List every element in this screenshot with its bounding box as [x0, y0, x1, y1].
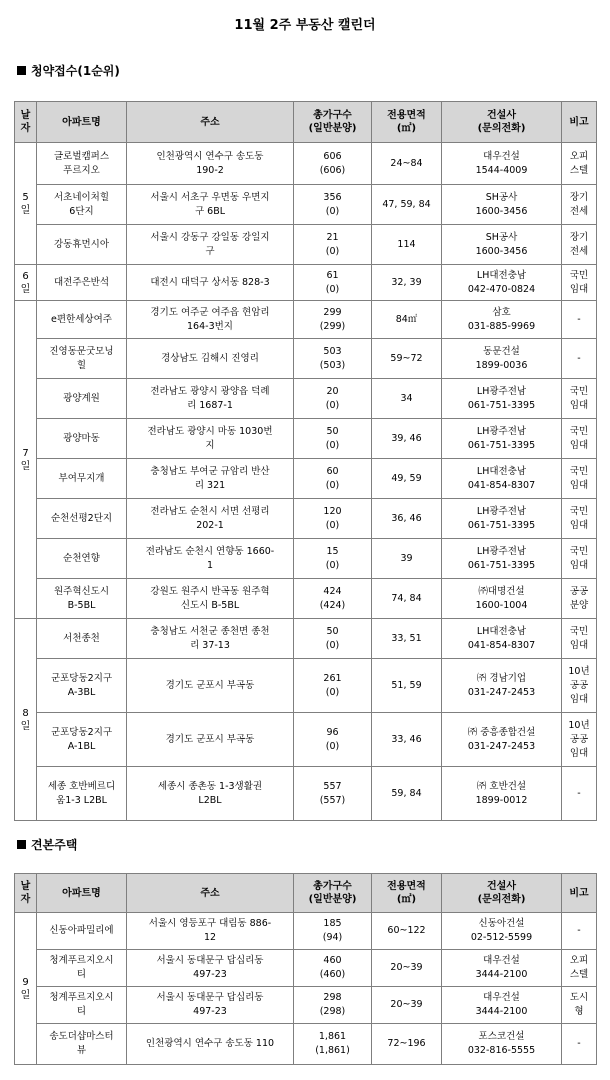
builder-cell: LH대전충남 042-470-0824 — [442, 265, 562, 301]
apartment-name-cell: 송도더샵마스터 뷰 — [37, 1024, 127, 1065]
apartment-name-cell: 서천종천 — [37, 619, 127, 659]
builder-cell: 대우건설 3444-2100 — [442, 987, 562, 1024]
note-cell: 국민 임대 — [562, 539, 597, 579]
header-note: 비고 — [562, 874, 597, 913]
table-row — [15, 659, 597, 713]
note-cell: 국민 임대 — [562, 459, 597, 499]
units-cell: 356 (0) — [294, 185, 372, 225]
units-cell: 96 (0) — [294, 713, 372, 767]
square-bullet-icon — [17, 66, 26, 75]
area-cell: 114 — [372, 225, 442, 265]
apartment-name-cell: 청계푸르지오시 티 — [37, 987, 127, 1024]
address-cell: 서울시 영등포구 대림동 886- 12 — [127, 913, 294, 950]
builder-cell: ㈜대명건설 1600-1004 — [442, 579, 562, 619]
apartment-name-cell: 부여무지개 — [37, 459, 127, 499]
area-cell: 84㎡ — [372, 301, 442, 339]
address-cell: 세종시 종촌동 1-3생활권 L2BL — [127, 767, 294, 821]
builder-cell: LH광주전남 061-751-3395 — [442, 539, 562, 579]
date-cell: 6 일 — [15, 265, 37, 301]
builder-cell: LH대전충남 041-854-8307 — [442, 619, 562, 659]
units-cell: 120 (0) — [294, 499, 372, 539]
address-cell: 충청남도 부여군 규암리 반산 리 321 — [127, 459, 294, 499]
builder-cell: 대우건설 3444-2100 — [442, 950, 562, 987]
apartment-name-cell: 진영동문굿모닝 힐 — [37, 339, 127, 379]
builder-cell: SH공사 1600-3456 — [442, 185, 562, 225]
area-cell: 74, 84 — [372, 579, 442, 619]
header-builder: 건설사 (문의전화) — [442, 874, 562, 913]
address-cell: 경기도 군포시 부곡동 — [127, 659, 294, 713]
note-cell: - — [562, 339, 597, 379]
builder-cell: 삼호 031-885-9969 — [442, 301, 562, 339]
header-address: 주소 — [127, 874, 294, 913]
apartment-name-cell: 세종 호반베르디 움1-3 L2BL — [37, 767, 127, 821]
apartment-name-cell: 원주혁신도시 B-5BL — [37, 579, 127, 619]
note-cell: 장기 전세 — [562, 185, 597, 225]
header-area: 전용면적 (㎡) — [372, 874, 442, 913]
header-note: 비고 — [562, 102, 597, 143]
builder-cell: 동문건설 1899-0036 — [442, 339, 562, 379]
page-title: 11월 2주 부동산 캘린더 — [234, 18, 376, 33]
header-date: 날 자 — [15, 102, 37, 143]
area-cell: 51, 59 — [372, 659, 442, 713]
table-row — [15, 913, 597, 950]
model-house-table — [14, 873, 597, 1065]
table-row — [15, 1024, 597, 1065]
table-row — [15, 185, 597, 225]
date-cell: 7 일 — [15, 301, 37, 619]
table-row — [15, 379, 597, 419]
builder-cell: ㈜ 호반건설 1899-0012 — [442, 767, 562, 821]
builder-cell: LH광주전남 061-751-3395 — [442, 499, 562, 539]
header-area: 전용면적 (㎡) — [372, 102, 442, 143]
address-cell: 충청남도 서천군 종천면 종천 리 37-13 — [127, 619, 294, 659]
area-cell: 36, 46 — [372, 499, 442, 539]
address-cell: 전라남도 광양시 마동 1030번 지 — [127, 419, 294, 459]
note-cell: 10년 공공 임대 — [562, 713, 597, 767]
section-name: 견본주택 — [31, 838, 78, 852]
note-cell: 장기 전세 — [562, 225, 597, 265]
table-row — [15, 225, 597, 265]
header-apartment-name: 아파트명 — [37, 874, 127, 913]
units-cell: 50 (0) — [294, 619, 372, 659]
builder-cell: 대우건설 1544-4009 — [442, 143, 562, 185]
apartment-name-cell: 순천선평2단지 — [37, 499, 127, 539]
units-cell: 299 (299) — [294, 301, 372, 339]
table-row — [15, 339, 597, 379]
address-cell: 인천광역시 연수구 송도동 190-2 — [127, 143, 294, 185]
address-cell: 서울시 서초구 우면동 우면지 구 6BL — [127, 185, 294, 225]
units-cell: 298 (298) — [294, 987, 372, 1024]
area-cell: 60~122 — [372, 913, 442, 950]
apartment-name-cell: 글로벌캠퍼스 푸르지오 — [37, 143, 127, 185]
note-cell: 국민 임대 — [562, 419, 597, 459]
address-cell: 대전시 대덕구 상서동 828-3 — [127, 265, 294, 301]
area-cell: 59~72 — [372, 339, 442, 379]
note-cell: 공공 분양 — [562, 579, 597, 619]
table-row — [15, 301, 597, 339]
table-header-row — [15, 102, 597, 143]
header-units: 총가구수 (일반분양) — [294, 874, 372, 913]
header-address: 주소 — [127, 102, 294, 143]
address-cell: 경기도 군포시 부곡동 — [127, 713, 294, 767]
date-cell: 5 일 — [15, 143, 37, 265]
area-cell: 20~39 — [372, 987, 442, 1024]
area-cell: 34 — [372, 379, 442, 419]
address-cell: 서울시 동대문구 답십리동 497-23 — [127, 950, 294, 987]
address-cell: 전라남도 광양시 광양읍 덕례 리 1687-1 — [127, 379, 294, 419]
table-row — [15, 950, 597, 987]
note-cell: 국민 임대 — [562, 379, 597, 419]
section-name: 청약접수(1순위) — [31, 64, 120, 78]
note-cell: 오피 스텔 — [562, 143, 597, 185]
note-cell: 10년 공공 임대 — [562, 659, 597, 713]
units-cell: 21 (0) — [294, 225, 372, 265]
apartment-name-cell: 대전주은반석 — [37, 265, 127, 301]
apartment-name-cell: 청계푸르지오시 티 — [37, 950, 127, 987]
apartment-name-cell: 광양계원 — [37, 379, 127, 419]
area-cell: 59, 84 — [372, 767, 442, 821]
units-cell: 424 (424) — [294, 579, 372, 619]
units-cell: 15 (0) — [294, 539, 372, 579]
address-cell: 경상남도 김해시 진영리 — [127, 339, 294, 379]
apartment-name-cell: 군포당동2지구 A-1BL — [37, 713, 127, 767]
apartment-name-cell: 광양마동 — [37, 419, 127, 459]
area-cell: 39 — [372, 539, 442, 579]
area-cell: 72~196 — [372, 1024, 442, 1065]
table-row — [15, 767, 597, 821]
note-cell: - — [562, 913, 597, 950]
note-cell: - — [562, 301, 597, 339]
table-row — [15, 499, 597, 539]
table-row — [15, 265, 597, 301]
builder-cell: LH광주전남 061-751-3395 — [442, 419, 562, 459]
note-cell: 국민 임대 — [562, 499, 597, 539]
note-cell: 오피 스텔 — [562, 950, 597, 987]
units-cell: 606 (606) — [294, 143, 372, 185]
header-apartment-name: 아파트명 — [37, 102, 127, 143]
table-row — [15, 579, 597, 619]
units-cell: 1,861 (1,861) — [294, 1024, 372, 1065]
units-cell: 261 (0) — [294, 659, 372, 713]
table-row — [15, 713, 597, 767]
area-cell: 20~39 — [372, 950, 442, 987]
builder-cell: SH공사 1600-3456 — [442, 225, 562, 265]
builder-cell: 포스코건설 032-816-5555 — [442, 1024, 562, 1065]
date-cell: 8 일 — [15, 619, 37, 821]
builder-cell: ㈜ 경남기업 031-247-2453 — [442, 659, 562, 713]
apartment-name-cell: 강동휴먼시아 — [37, 225, 127, 265]
note-cell: 국민 임대 — [562, 619, 597, 659]
units-cell: 503 (503) — [294, 339, 372, 379]
builder-cell: LH대전충남 041-854-8307 — [442, 459, 562, 499]
table-row — [15, 619, 597, 659]
header-units: 총가구수 (일반분양) — [294, 102, 372, 143]
units-cell: 50 (0) — [294, 419, 372, 459]
table-row — [15, 459, 597, 499]
apartment-name-cell: 순천연향 — [37, 539, 127, 579]
section-heading-subscription — [17, 62, 120, 79]
table-row — [15, 419, 597, 459]
area-cell: 47, 59, 84 — [372, 185, 442, 225]
apartment-name-cell: e편한세상여주 — [37, 301, 127, 339]
builder-cell: 신동아건설 02-512-5599 — [442, 913, 562, 950]
address-cell: 강원도 원주시 반곡동 원주혁 신도시 B-5BL — [127, 579, 294, 619]
section-heading-model-house — [17, 836, 77, 853]
header-builder: 건설사 (문의전화) — [442, 102, 562, 143]
address-cell: 전라남도 순천시 서면 선평리 202-1 — [127, 499, 294, 539]
address-cell: 경기도 여주군 여주읍 현암리 164-3번지 — [127, 301, 294, 339]
address-cell: 전라남도 순천시 연향동 1660- 1 — [127, 539, 294, 579]
address-cell: 서울시 강동구 강일동 강일지 구 — [127, 225, 294, 265]
apartment-name-cell: 신동아파밀리에 — [37, 913, 127, 950]
apartment-name-cell: 군포당동2지구 A-3BL — [37, 659, 127, 713]
note-cell: 도시 형 — [562, 987, 597, 1024]
apartment-name-cell: 서초네이처힐 6단지 — [37, 185, 127, 225]
area-cell: 49, 59 — [372, 459, 442, 499]
note-cell: 국민 임대 — [562, 265, 597, 301]
address-cell: 인천광역시 연수구 송도동 110 — [127, 1024, 294, 1065]
area-cell: 33, 46 — [372, 713, 442, 767]
area-cell: 32, 39 — [372, 265, 442, 301]
table-row — [15, 539, 597, 579]
units-cell: 557 (557) — [294, 767, 372, 821]
header-date: 날 자 — [15, 874, 37, 913]
units-cell: 61 (0) — [294, 265, 372, 301]
subscription-table — [14, 101, 597, 821]
table-header-row — [15, 874, 597, 913]
note-cell: - — [562, 1024, 597, 1065]
units-cell: 185 (94) — [294, 913, 372, 950]
area-cell: 39, 46 — [372, 419, 442, 459]
date-cell: 9 일 — [15, 913, 37, 1065]
builder-cell: LH광주전남 061-751-3395 — [442, 379, 562, 419]
address-cell: 서울시 동대문구 답십리동 497-23 — [127, 987, 294, 1024]
units-cell: 60 (0) — [294, 459, 372, 499]
area-cell: 24~84 — [372, 143, 442, 185]
builder-cell: ㈜ 중흥종합건설 031-247-2453 — [442, 713, 562, 767]
units-cell: 20 (0) — [294, 379, 372, 419]
note-cell: - — [562, 767, 597, 821]
area-cell: 33, 51 — [372, 619, 442, 659]
table-row — [15, 987, 597, 1024]
table-row — [15, 143, 597, 185]
units-cell: 460 (460) — [294, 950, 372, 987]
square-bullet-icon — [17, 840, 26, 849]
